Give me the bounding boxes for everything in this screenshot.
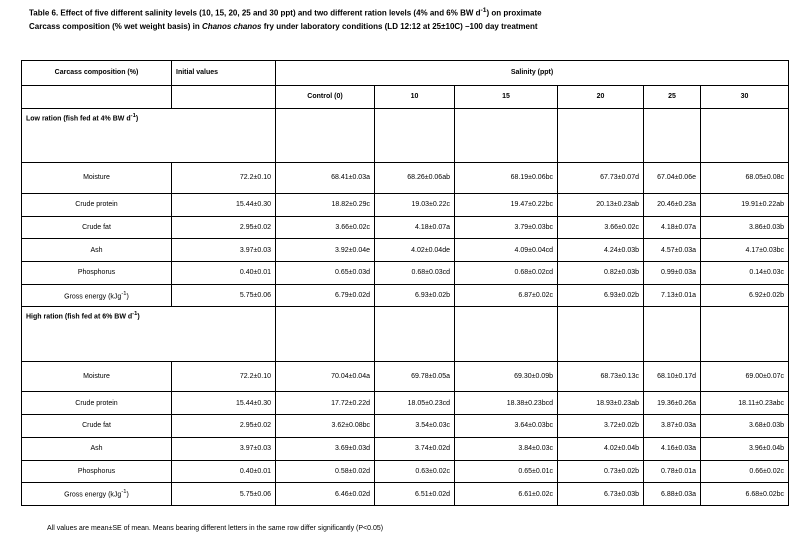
value-cell: 4.02±0.04b — [558, 437, 644, 460]
value-cell: 0.58±0.02d — [276, 460, 375, 483]
initial-value-cell: 3.97±0.03 — [172, 239, 276, 262]
header-initial: Initial values — [172, 61, 276, 86]
row-label: Ash — [22, 239, 172, 262]
row-label: Crude fat — [22, 415, 172, 438]
section-header-row — [22, 108, 789, 162]
value-cell: 18.11±0.23abc — [701, 392, 789, 415]
value-cell: 6.73±0.03b — [558, 483, 644, 506]
value-cell: 68.05±0.08c — [701, 163, 789, 194]
blank-cell — [276, 108, 375, 162]
blank-cell — [644, 307, 701, 361]
table-row — [22, 437, 789, 460]
initial-value-cell: 2.95±0.02 — [172, 216, 276, 239]
value-cell: 6.46±0.02d — [276, 483, 375, 506]
value-cell: 68.26±0.06ab — [375, 163, 455, 194]
value-cell: 6.93±0.02b — [375, 284, 455, 307]
value-cell: 69.00±0.07c — [701, 361, 789, 392]
value-cell: 4.09±0.04cd — [455, 239, 558, 262]
value-cell: 3.86±0.03b — [701, 216, 789, 239]
value-cell: 68.19±0.06bc — [455, 163, 558, 194]
value-cell: 18.05±0.23cd — [375, 392, 455, 415]
value-cell: 0.99±0.03a — [644, 261, 701, 284]
header-carcass: Carcass composition (%) — [22, 61, 172, 86]
initial-value-cell: 15.44±0.30 — [172, 392, 276, 415]
blank-cell — [190, 108, 276, 162]
row-label: Moisture — [22, 163, 172, 194]
value-cell: 18.38±0.23bcd — [455, 392, 558, 415]
value-cell: 3.84±0.03c — [455, 437, 558, 460]
initial-value-cell: 72.2±0.10 — [172, 163, 276, 194]
value-cell: 0.63±0.02c — [375, 460, 455, 483]
value-cell: 69.30±0.09b — [455, 361, 558, 392]
header-blank — [172, 85, 276, 108]
header-row-1 — [22, 61, 789, 86]
row-label: Crude protein — [22, 392, 172, 415]
value-cell: 68.73±0.13c — [558, 361, 644, 392]
blank-cell — [701, 307, 789, 361]
blank-cell — [701, 108, 789, 162]
header-col-30: 30 — [701, 85, 789, 108]
value-cell: 3.66±0.02c — [558, 216, 644, 239]
value-cell: 0.14±0.03c — [701, 261, 789, 284]
value-cell: 17.72±0.22d — [276, 392, 375, 415]
table-row — [22, 239, 789, 262]
blank-cell — [190, 307, 276, 361]
value-cell: 70.04±0.04a — [276, 361, 375, 392]
value-cell: 20.13±0.23ab — [558, 193, 644, 216]
table-caption — [29, 4, 789, 33]
value-cell: 0.65±0.01c — [455, 460, 558, 483]
header-blank — [22, 85, 172, 108]
header-col-15: 15 — [455, 85, 558, 108]
initial-value-cell: 5.75±0.06 — [172, 483, 276, 506]
blank-cell — [558, 307, 644, 361]
initial-value-cell: 72.2±0.10 — [172, 361, 276, 392]
table-row — [22, 216, 789, 239]
header-row-2 — [22, 85, 789, 108]
value-cell: 0.66±0.02c — [701, 460, 789, 483]
value-cell: 6.93±0.02b — [558, 284, 644, 307]
table-row — [22, 261, 789, 284]
value-cell: 19.91±0.22ab — [701, 193, 789, 216]
value-cell: 20.46±0.23a — [644, 193, 701, 216]
initial-value-cell: 3.97±0.03 — [172, 437, 276, 460]
value-cell: 6.51±0.02d — [375, 483, 455, 506]
row-label: Ash — [22, 437, 172, 460]
blank-cell — [375, 307, 455, 361]
section-title: High ration (fish fed at 6% BW $d^{-1}$) — [22, 307, 190, 361]
value-cell: 3.68±0.03b — [701, 415, 789, 438]
table-row — [22, 392, 789, 415]
header-col-25: 25 — [644, 85, 701, 108]
value-cell: 68.10±0.17d — [644, 361, 701, 392]
value-cell: 4.18±0.07a — [375, 216, 455, 239]
blank-cell — [375, 108, 455, 162]
value-cell: 68.41±0.03a — [276, 163, 375, 194]
table-row — [22, 483, 789, 506]
initial-value-cell: 2.95±0.02 — [172, 415, 276, 438]
value-cell: 6.87±0.02c — [455, 284, 558, 307]
section-title: Low ration (fish fed at 4% BW $d^{-1}$) — [22, 108, 190, 162]
value-cell: 6.79±0.02d — [276, 284, 375, 307]
blank-cell — [455, 307, 558, 361]
value-cell: 3.69±0.03d — [276, 437, 375, 460]
value-cell: 6.68±0.02bc — [701, 483, 789, 506]
header-col-10: 10 — [375, 85, 455, 108]
row-label: Crude fat — [22, 216, 172, 239]
value-cell: 3.96±0.04b — [701, 437, 789, 460]
value-cell: 3.74±0.02d — [375, 437, 455, 460]
value-cell: 67.73±0.07d — [558, 163, 644, 194]
table-row — [22, 163, 789, 194]
value-cell: 3.64±0.03bc — [455, 415, 558, 438]
value-cell: 6.88±0.03a — [644, 483, 701, 506]
header-col-20: 20 — [558, 85, 644, 108]
value-cell: 0.65±0.03d — [276, 261, 375, 284]
value-cell: 7.13±0.01a — [644, 284, 701, 307]
row-label: Phosphorus — [22, 261, 172, 284]
value-cell: 0.68±0.02cd — [455, 261, 558, 284]
value-cell: 4.24±0.03b — [558, 239, 644, 262]
row-label: Gross energy (kJg$^{-1}$) — [22, 483, 172, 506]
value-cell: 4.16±0.03a — [644, 437, 701, 460]
initial-value-cell: 5.75±0.06 — [172, 284, 276, 307]
value-cell: 3.62±0.08bc — [276, 415, 375, 438]
value-cell: 0.68±0.03cd — [375, 261, 455, 284]
initial-value-cell: 0.40±0.01 — [172, 460, 276, 483]
row-label: Gross energy (kJg$^{-1}$) — [22, 284, 172, 307]
blank-cell — [644, 108, 701, 162]
value-cell: 3.92±0.04e — [276, 239, 375, 262]
value-cell: 3.87±0.03a — [644, 415, 701, 438]
table-row — [22, 193, 789, 216]
value-cell: 19.47±0.22bc — [455, 193, 558, 216]
header-salinity: Salinity (ppt) — [276, 61, 789, 86]
row-label: Crude protein — [22, 193, 172, 216]
value-cell: 0.82±0.03b — [558, 261, 644, 284]
value-cell: 6.92±0.02b — [701, 284, 789, 307]
value-cell: 18.93±0.23ab — [558, 392, 644, 415]
value-cell: 4.02±0.04de — [375, 239, 455, 262]
value-cell: 19.36±0.26a — [644, 392, 701, 415]
table-row — [22, 460, 789, 483]
value-cell: 4.17±0.03bc — [701, 239, 789, 262]
carcass-composition-table — [21, 60, 789, 506]
table-row — [22, 361, 789, 392]
footnote: All values are mean±SE of mean. Means bearing different letters in the same row differ significantly (P<0.05) — [47, 525, 384, 532]
blank-cell — [455, 108, 558, 162]
section-header-row — [22, 307, 789, 361]
value-cell: 3.79±0.03bc — [455, 216, 558, 239]
row-label: Phosphorus — [22, 460, 172, 483]
header-col-control: Control (0) — [276, 85, 375, 108]
value-cell: 3.54±0.03c — [375, 415, 455, 438]
caption-line-2: Carcass composition (% wet weight basis) in Chanos chanos fry under laboratory conditions (LD 12:12 at 25±10C) –100 day treatment — [29, 21, 538, 31]
species-name: Chanos chanos — [201, 21, 262, 31]
table-row — [22, 284, 789, 307]
value-cell: 3.66±0.02c — [276, 216, 375, 239]
blank-cell — [558, 108, 644, 162]
value-cell: 4.18±0.07a — [644, 216, 701, 239]
blank-cell — [276, 307, 375, 361]
value-cell: 4.57±0.03a — [644, 239, 701, 262]
value-cell: 0.78±0.01a — [644, 460, 701, 483]
table-row — [22, 415, 789, 438]
value-cell: 0.73±0.02b — [558, 460, 644, 483]
initial-value-cell: 15.44±0.30 — [172, 193, 276, 216]
row-label: Moisture — [22, 361, 172, 392]
initial-value-cell: 0.40±0.01 — [172, 261, 276, 284]
caption-line-1: Table 6. Effect of five different salinity levels (10, 15, 20, 25 and 30 ppt) and two different ration levels (4% and 6% BW $d^{-1}$) on proximate — [29, 7, 542, 18]
value-cell: 18.82±0.29c — [276, 193, 375, 216]
value-cell: 6.61±0.02c — [455, 483, 558, 506]
value-cell: 67.04±0.06e — [644, 163, 701, 194]
value-cell: 69.78±0.05a — [375, 361, 455, 392]
value-cell: 3.72±0.02b — [558, 415, 644, 438]
value-cell: 19.03±0.22c — [375, 193, 455, 216]
